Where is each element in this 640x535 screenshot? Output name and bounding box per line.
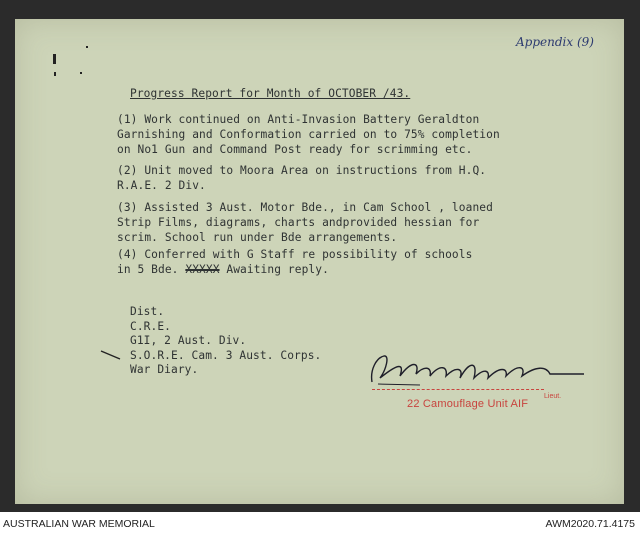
distribution-item: G1I, 2 Aust. Div. — [130, 334, 247, 347]
footer-accession-id: AWM2020.71.4175 — [545, 518, 635, 530]
struck-text: XXXXX — [185, 263, 220, 276]
tick-mark — [100, 348, 122, 362]
paragraph-4 — [117, 247, 472, 277]
hole-punch-mark — [53, 54, 56, 64]
paragraph-3: (3) Assisted 3 Aust. Motor Bde., in Cam School , loaned Strip Films, diagrams, charts andprovided hessian for scrim. School run under Bde arrangements. — [117, 201, 493, 244]
distribution-item: War Diary. — [130, 363, 199, 376]
distribution-item: C.R.E. — [130, 319, 172, 333]
stamp-rank: Lieut. — [544, 393, 562, 400]
paragraph-4-prefix: in 5 Bde. — [117, 263, 186, 276]
paragraph-2: (2) Unit moved to Moora Area on instructions from H.Q. R.A.E. 2 Div. — [117, 164, 487, 192]
stamp-line — [372, 389, 544, 390]
paragraph-1: (1) Work continued on Anti-Invasion Battery Geraldton Garnishing and Conformation carried on to 75% completion on No1 Gun and Command Post ready for scrimming etc. — [117, 113, 500, 156]
report-title: Progress Report for Month of OCTOBER /43. — [130, 87, 411, 100]
hole-punch-mark — [54, 72, 56, 76]
distribution-item: S.O.R.E. Cam. 3 Aust. Corps. — [130, 348, 322, 362]
distribution-item: Dist. — [130, 305, 165, 318]
hole-punch-mark — [80, 72, 82, 74]
footer-bar — [0, 512, 640, 535]
paragraph-4-line1: (4) Conferred with G Staff re possibility of schools — [117, 248, 473, 261]
distribution-list — [130, 305, 321, 378]
paragraph-4-suffix: Awaiting reply. — [219, 263, 329, 276]
unit-stamp: 22 Camouflage Unit AIF — [407, 398, 529, 410]
hole-punch-mark — [86, 46, 88, 48]
handwritten-signature — [360, 352, 590, 392]
appendix-annotation: Appendix (9) — [516, 35, 594, 49]
footer-institution: AUSTRALIAN WAR MEMORIAL — [3, 518, 155, 530]
